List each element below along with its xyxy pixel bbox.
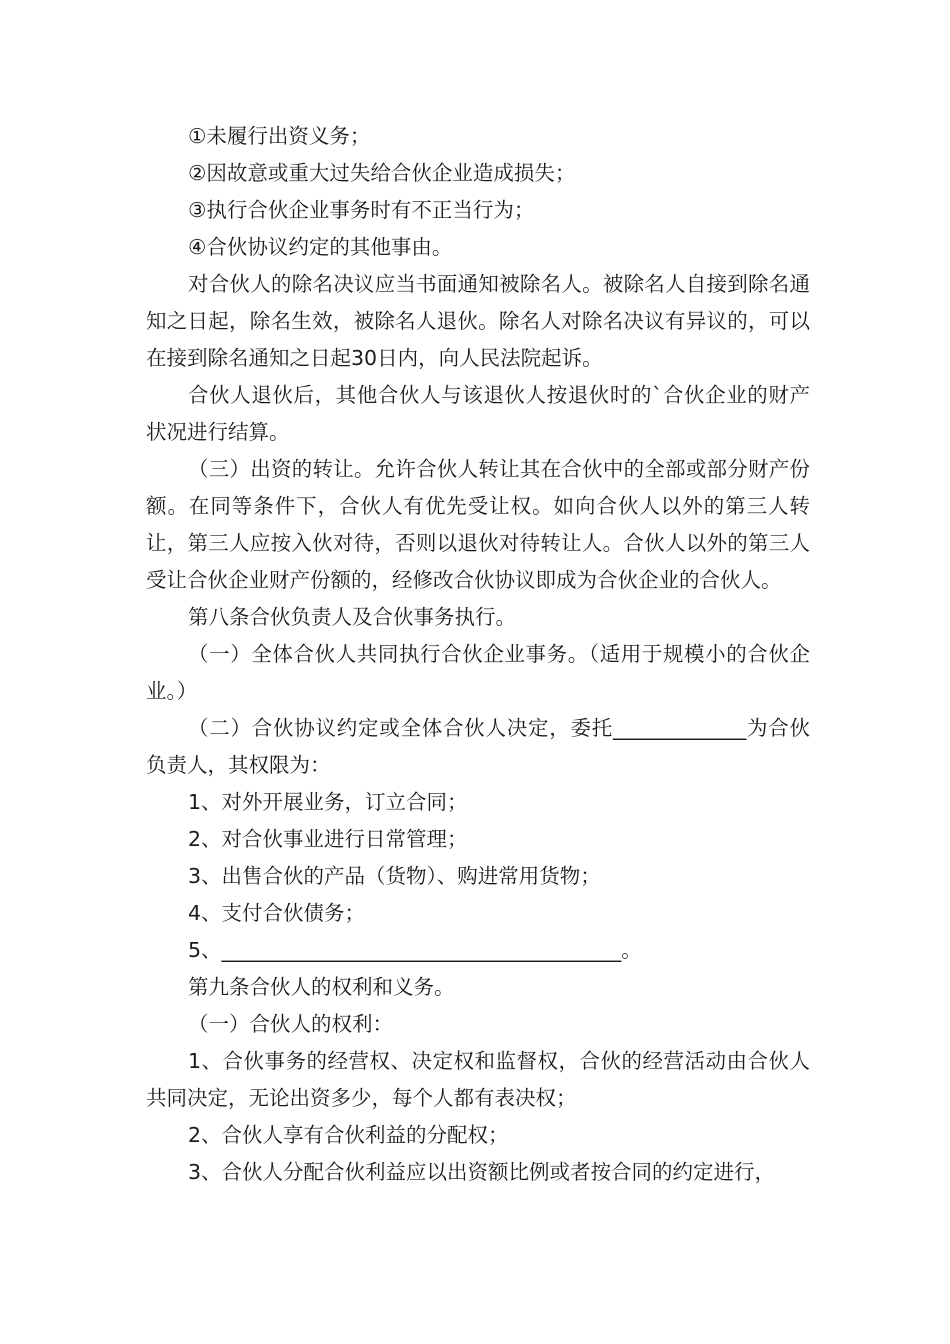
article-8-clause-1: （一）全体合伙人共同执行合伙企业事务。（适用于规模小的合伙企业。）: [146, 642, 810, 703]
article-8-clause-2: （二）合伙协议约定或全体合伙人决定，委托_____________为合伙负责人，其权限为：: [146, 716, 810, 777]
settlement-paragraph: 合伙人退伙后，其他合伙人与该退伙人按退伙时的`合伙企业的财产状况进行结算。: [146, 383, 810, 444]
article-9-heading: 第九条合伙人的权利和义务。: [188, 975, 455, 999]
capital-transfer-paragraph: （三）出资的转让。允许合伙人转让其在合伙中的全部或部分财产份额。在同等条件下，合伙人有优先受让权。如向合伙人以外的第三人转让，第三人应按入伙对待，否则以退伙对待转让人。合伙人以外的第三人受让合伙企业财产份额的，经修改合伙协议即成为合伙企业的合伙人。: [146, 457, 810, 592]
list-item-3: ③执行合伙企业事务时有不正当行为；: [188, 198, 535, 222]
authority-item-3: 3、出售合伙的产品（货物）、购进常用货物；: [188, 864, 601, 888]
authority-item-5: 5、_______________________________________。: [188, 938, 642, 962]
authority-item-4: 4、支付合伙债务；: [188, 901, 366, 925]
article-8-heading: 第八条合伙负责人及合伙事务执行。: [188, 605, 516, 629]
authority-item-2: 2、对合伙事业进行日常管理；: [188, 827, 468, 851]
expulsion-notice-paragraph: 对合伙人的除名决议应当书面通知被除名人。被除名人自接到除名通知之日起，除名生效，被除名人退伙。除名人对除名决议有异议的，可以在接到除名通知之日起30日内，向人民法院起诉。: [146, 272, 810, 370]
rights-item-1: 1、合伙事务的经营权、决定权和监督权，合伙的经营活动由合伙人共同决定，无论出资多少，每个人都有表决权；: [146, 1049, 810, 1110]
rights-item-3: 3、合伙人分配合伙利益应以出资额比例或者按合同的约定进行，: [188, 1160, 776, 1184]
rights-item-2: 2、合伙人享有合伙利益的分配权；: [188, 1123, 509, 1147]
authority-item-1: 1、对外开展业务，订立合同；: [188, 790, 468, 814]
partner-rights-heading: （一）合伙人的权利：: [188, 1012, 393, 1036]
list-item-4: ④合伙协议约定的其他事由。: [188, 235, 453, 259]
list-item-1: ①未履行出资义务；: [188, 124, 371, 148]
document-body: [146, 118, 810, 1191]
list-item-2: ②因故意或重大过失给合伙企业造成损失；: [188, 161, 576, 185]
